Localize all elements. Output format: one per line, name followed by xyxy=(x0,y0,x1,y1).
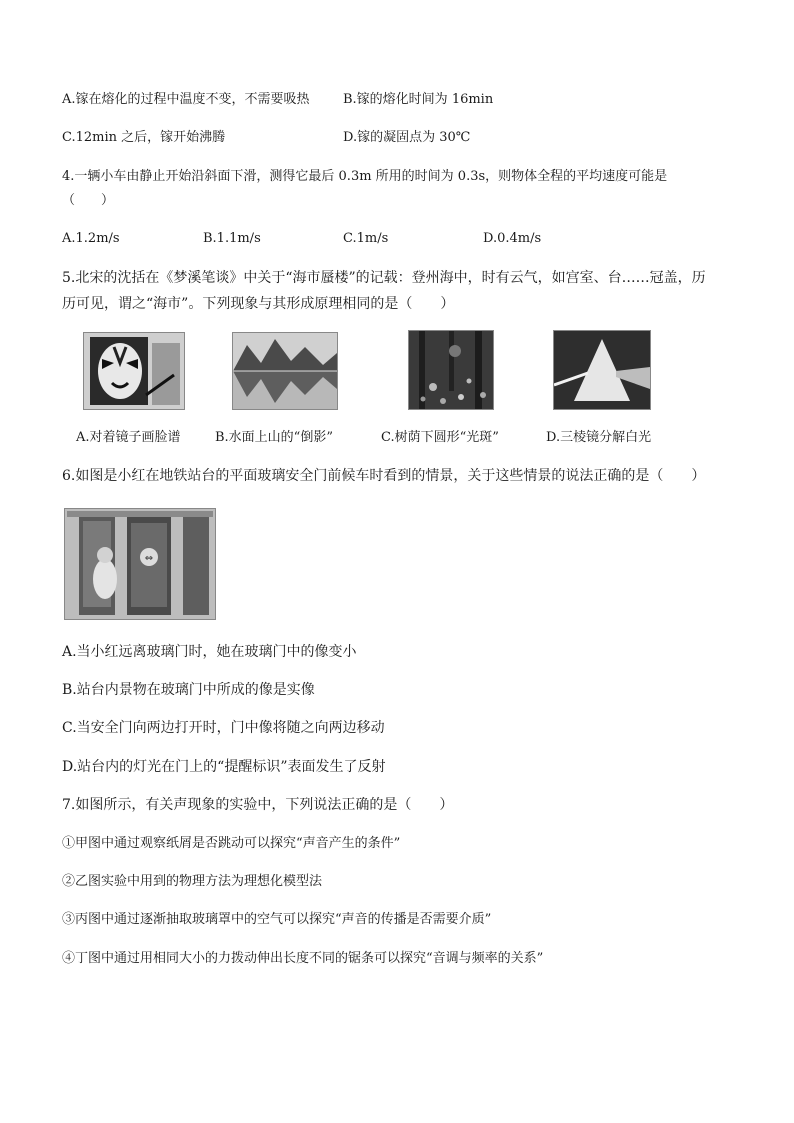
q5-stem-line2: 历可见，谓之“海市”。下列现象与其形成原理相同的是（ ） xyxy=(62,296,455,312)
q6-option-c: C.当安全门向两边打开时，门中像将随之向两边移动 xyxy=(62,720,385,736)
q6-option-b: B.站台内景物在玻璃门中所成的像是实像 xyxy=(62,682,315,698)
q6-image-subway-glass-door xyxy=(64,508,216,620)
svg-text:⇔: ⇔ xyxy=(144,553,154,564)
q7-stem: 7.如图所示，有关声现象的实验中，下列说法正确的是（ ） xyxy=(62,797,454,813)
q5-image-c-tree-shade-light-spots xyxy=(408,330,494,410)
q6-stem: 6.如图是小红在地铁站台的平面玻璃安全门前候车时看到的情景，关于这些情景的说法正确的是（ ） xyxy=(62,468,706,484)
q4-option-c: C.1m/s xyxy=(343,231,389,246)
q7-statement-3: ③丙图中通过逐渐抽取玻璃罩中的空气可以探究“声音的传播是否需要介质” xyxy=(62,912,492,927)
q7-statement-1: ①甲图中通过观察纸屑是否跳动可以探究“声音产生的条件” xyxy=(62,836,401,851)
q3-option-a: A.镓在熔化的过程中温度不变，不需要吸热 xyxy=(62,92,310,107)
q5-image-b-mountain-reflection xyxy=(232,332,338,410)
q5-caption-a: A.对着镜子画脸谱 xyxy=(76,430,181,445)
q5-caption-c: C.树荫下圆形“光斑” xyxy=(381,430,499,445)
q7-statement-4: ④丁图中通过用相同大小的力拨动伸出长度不同的锯条可以探究“音调与频率的关系” xyxy=(62,951,544,966)
q4-stem: 4.一辆小车由静止开始沿斜面下滑，测得它最后 0.3m 所用的时间为 0.3s，则物体全程的平均速度可能是 xyxy=(62,169,668,184)
q3-option-b: B.镓的熔化时间为 16min xyxy=(343,92,494,107)
q6-option-a: A.当小红远离玻璃门时，她在玻璃门中的像变小 xyxy=(62,644,357,660)
q5-caption-b: B.水面上山的“倒影” xyxy=(215,430,333,445)
q3-option-d: D.镓的凝固点为 30℃ xyxy=(343,130,471,145)
q4-option-d: D.0.4m/s xyxy=(483,231,542,246)
q5-image-a-face-painting xyxy=(83,332,185,410)
q3-option-c: C.12min 之后，镓开始沸腾 xyxy=(62,130,226,145)
q5-caption-d: D.三棱镜分解白光 xyxy=(546,430,652,445)
q5-stem-line1: 5.北宋的沈括在《梦溪笔谈》中关于“海市蜃楼”的记载：登州海中，时有云气，如宫室、台……冠盖，历 xyxy=(62,270,706,286)
q5-image-d-prism xyxy=(553,330,651,410)
q4-option-a: A.1.2m/s xyxy=(62,231,120,246)
q7-statement-2: ②乙图实验中用到的物理方法为理想化模型法 xyxy=(62,874,323,889)
q4-answer-paren: （ ） xyxy=(62,193,115,208)
q6-option-d: D.站台内的灯光在门上的“提醒标识”表面发生了反射 xyxy=(62,759,386,775)
q4-option-b: B.1.1m/s xyxy=(203,231,261,246)
